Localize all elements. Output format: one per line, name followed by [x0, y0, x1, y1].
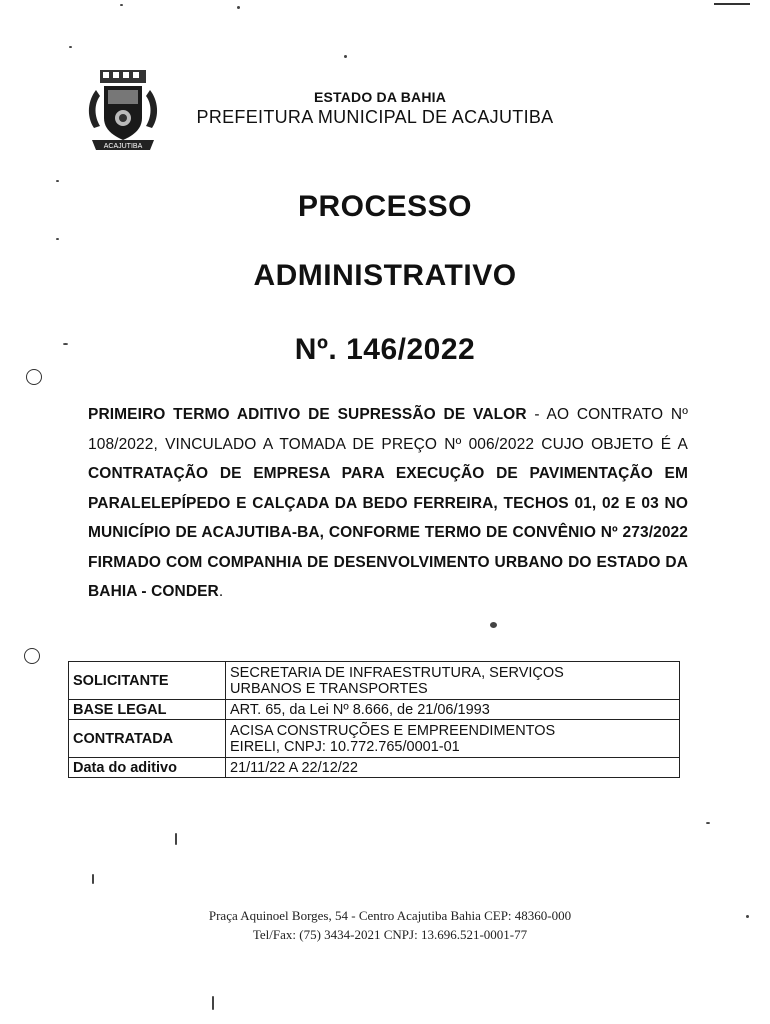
addendum-title: PRIMEIRO TERMO ADITIVO DE SUPRESSÃO DE VALOR	[88, 406, 527, 423]
scan-speck	[56, 180, 59, 182]
object-description	[88, 400, 688, 607]
row-value	[226, 662, 680, 700]
municipality-name: PREFEITURA MUNICIPAL DE ACAJUTIBA	[196, 107, 554, 127]
row-value-line: 21/11/22 A 22/12/22	[230, 759, 358, 776]
scan-speck	[120, 4, 123, 6]
table-row	[69, 700, 680, 720]
contract-reference: - AO CONTRATO Nº 108/2022, VINCULADO A TOMADA DE PREÇO Nº 006/2022 CUJO OBJETO É A	[88, 406, 688, 453]
table-row	[69, 662, 680, 700]
row-value-line: EIRELI, CNPJ: 10.772.765/0001-01	[230, 738, 460, 755]
scan-speck	[212, 996, 214, 1010]
scan-speck	[746, 915, 749, 918]
row-value-line: ACISA CONSTRUÇÕES E EMPREENDIMENTOS	[230, 722, 556, 739]
process-info-table	[68, 661, 680, 778]
row-value	[226, 700, 680, 720]
table-row	[69, 720, 680, 758]
municipal-crest-icon	[86, 68, 160, 158]
row-value	[226, 758, 680, 778]
scan-edge-mark	[714, 3, 750, 5]
scan-speck	[175, 833, 177, 845]
row-value-line: URBANOS E TRANSPORTES	[230, 680, 428, 697]
description-end: .	[218, 583, 224, 600]
scan-speck	[490, 622, 497, 628]
contract-object: CONTRATAÇÃO DE EMPRESA PARA EXECUÇÃO DE PAVIMENTAÇÃO EM PARALELEPÍPEDO E CALÇADA DA BEDO FERREIRA, TECHOS 01, 02 E 03 NO MUNICÍPIO DE ACAJUTIBA-BA, CONFORME TERMO DE CONVÊNIO Nº 273/2022 FIRMADO COM COMPANHIA DE DESENVOLVIMENTO URBANO DO ESTADO DA BAHIA - CONDER	[88, 465, 688, 600]
row-value-line: ART. 65, da Lei Nº 8.666, de 21/06/1993	[230, 701, 490, 718]
row-label: SOLICITANTE	[69, 662, 226, 700]
document-title-line-1: PROCESSO	[297, 190, 473, 223]
row-value-line: SECRETARIA DE INFRAESTRUTURA, SERVIÇOS	[230, 664, 564, 681]
punch-hole-mark	[24, 648, 40, 664]
table-row	[69, 758, 680, 778]
footer-contact: Tel/Fax: (75) 3434-2021 CNPJ: 13.696.521-0001-77	[252, 927, 528, 942]
scan-speck	[69, 46, 72, 48]
row-label: CONTRATADA	[69, 720, 226, 758]
scan-speck	[92, 874, 94, 884]
document-title-line-2: ADMINISTRATIVO	[253, 259, 517, 292]
row-value	[226, 720, 680, 758]
row-label: Data do aditivo	[69, 758, 226, 778]
scan-speck	[344, 55, 347, 58]
scan-speck	[706, 822, 710, 824]
row-label: BASE LEGAL	[69, 700, 226, 720]
state-name: ESTADO DA BAHIA	[313, 89, 447, 105]
footer-address: Praça Aquinoel Borges, 54 - Centro Acajutiba Bahia CEP: 48360-000	[208, 908, 572, 923]
crest-banner-text: ACAJUTIBA	[103, 143, 143, 150]
process-number: Nº. 146/2022	[294, 333, 476, 366]
scan-speck	[237, 6, 240, 9]
scan-speck	[56, 238, 59, 240]
punch-hole-mark	[26, 369, 42, 385]
